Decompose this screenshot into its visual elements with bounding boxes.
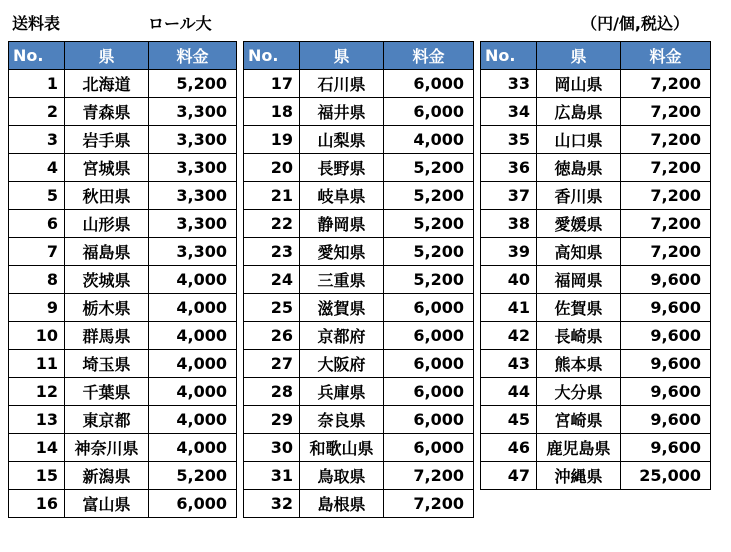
table-row — [9, 350, 237, 378]
cell-fee: 7,200 — [384, 462, 474, 490]
table-row — [481, 406, 711, 434]
shipping-table-1 — [8, 41, 237, 518]
table-row — [244, 378, 474, 406]
cell-no: 18 — [244, 98, 300, 126]
cell-prefecture: 長崎県 — [537, 322, 621, 350]
cell-prefecture: 茨城県 — [65, 266, 149, 294]
cell-no: 8 — [9, 266, 65, 294]
cell-prefecture: 宮崎県 — [537, 406, 621, 434]
table-row — [9, 462, 237, 490]
cell-prefecture: 熊本県 — [537, 350, 621, 378]
cell-fee: 7,200 — [621, 98, 711, 126]
cell-no: 12 — [9, 378, 65, 406]
cell-no: 19 — [244, 126, 300, 154]
table-row — [481, 98, 711, 126]
cell-fee: 7,200 — [621, 210, 711, 238]
cell-fee: 9,600 — [621, 378, 711, 406]
page-title: 送料表 — [12, 14, 61, 33]
table-row — [244, 490, 474, 518]
cell-fee: 4,000 — [149, 434, 237, 462]
cell-prefecture: 鹿児島県 — [537, 434, 621, 462]
cell-fee: 5,200 — [149, 70, 237, 98]
cell-no: 43 — [481, 350, 537, 378]
cell-no: 15 — [9, 462, 65, 490]
cell-fee: 7,200 — [621, 126, 711, 154]
cell-no: 22 — [244, 210, 300, 238]
cell-prefecture: 青森県 — [65, 98, 149, 126]
table-row — [481, 462, 711, 490]
cell-no: 38 — [481, 210, 537, 238]
cell-no: 21 — [244, 182, 300, 210]
cell-prefecture: 栃木県 — [65, 294, 149, 322]
cell-prefecture: 新潟県 — [65, 462, 149, 490]
cell-fee: 5,200 — [384, 210, 474, 238]
table-row — [9, 182, 237, 210]
shipping-table-3 — [480, 41, 711, 490]
cell-prefecture: 島根県 — [300, 490, 384, 518]
cell-no: 44 — [481, 378, 537, 406]
table-row — [9, 294, 237, 322]
table-row — [9, 378, 237, 406]
cell-fee: 3,300 — [149, 154, 237, 182]
table-row — [481, 266, 711, 294]
table-row — [244, 182, 474, 210]
header-no: No. — [481, 42, 537, 70]
table-row — [244, 70, 474, 98]
cell-fee: 9,600 — [621, 350, 711, 378]
table-row — [244, 294, 474, 322]
cell-prefecture: 山形県 — [65, 210, 149, 238]
table-row — [9, 126, 237, 154]
cell-no: 3 — [9, 126, 65, 154]
cell-prefecture: 広島県 — [537, 98, 621, 126]
unit-note: （円/個,税込） — [581, 14, 689, 33]
cell-prefecture: 大分県 — [537, 378, 621, 406]
cell-prefecture: 石川県 — [300, 70, 384, 98]
cell-no: 11 — [9, 350, 65, 378]
table-row — [9, 210, 237, 238]
cell-fee: 9,600 — [621, 406, 711, 434]
cell-no: 30 — [244, 434, 300, 462]
cell-no: 41 — [481, 294, 537, 322]
cell-fee: 6,000 — [384, 70, 474, 98]
table-row — [9, 154, 237, 182]
cell-no: 16 — [9, 490, 65, 518]
cell-prefecture: 福井県 — [300, 98, 384, 126]
cell-fee: 3,300 — [149, 126, 237, 154]
table-row — [481, 238, 711, 266]
cell-prefecture: 千葉県 — [65, 378, 149, 406]
cell-prefecture: 沖縄県 — [537, 462, 621, 490]
table-row — [481, 182, 711, 210]
cell-no: 23 — [244, 238, 300, 266]
cell-fee: 4,000 — [149, 350, 237, 378]
table-row — [244, 126, 474, 154]
table-row — [244, 98, 474, 126]
cell-fee: 5,200 — [384, 182, 474, 210]
cell-prefecture: 神奈川県 — [65, 434, 149, 462]
cell-fee: 4,000 — [149, 294, 237, 322]
cell-no: 37 — [481, 182, 537, 210]
header-fee: 料金 — [621, 42, 711, 70]
table-row — [244, 322, 474, 350]
table-row — [244, 406, 474, 434]
cell-prefecture: 愛媛県 — [537, 210, 621, 238]
cell-no: 31 — [244, 462, 300, 490]
cell-fee: 6,000 — [384, 378, 474, 406]
cell-no: 34 — [481, 98, 537, 126]
cell-fee: 6,000 — [384, 294, 474, 322]
cell-fee: 7,200 — [621, 238, 711, 266]
cell-no: 28 — [244, 378, 300, 406]
cell-fee: 5,200 — [384, 154, 474, 182]
header-prefecture: 県 — [65, 42, 149, 70]
cell-fee: 6,000 — [384, 98, 474, 126]
table-row — [244, 434, 474, 462]
table-row — [9, 406, 237, 434]
table-header-row — [244, 42, 474, 70]
cell-prefecture: 秋田県 — [65, 182, 149, 210]
table-row — [481, 154, 711, 182]
cell-no: 17 — [244, 70, 300, 98]
table-row — [9, 266, 237, 294]
cell-prefecture: 福島県 — [65, 238, 149, 266]
table-row — [244, 238, 474, 266]
header-prefecture: 県 — [300, 42, 384, 70]
cell-fee: 7,200 — [621, 182, 711, 210]
cell-fee: 7,200 — [384, 490, 474, 518]
table-row — [481, 434, 711, 462]
cell-no: 9 — [9, 294, 65, 322]
cell-no: 24 — [244, 266, 300, 294]
cell-no: 2 — [9, 98, 65, 126]
table-row — [481, 126, 711, 154]
table-row — [481, 210, 711, 238]
table-header-row — [9, 42, 237, 70]
cell-prefecture: 奈良県 — [300, 406, 384, 434]
cell-no: 27 — [244, 350, 300, 378]
cell-fee: 6,000 — [384, 350, 474, 378]
cell-prefecture: 三重県 — [300, 266, 384, 294]
cell-no: 36 — [481, 154, 537, 182]
header-no: No. — [9, 42, 65, 70]
cell-no: 6 — [9, 210, 65, 238]
table-row — [244, 154, 474, 182]
cell-fee: 25,000 — [621, 462, 711, 490]
table-row — [244, 266, 474, 294]
cell-fee: 9,600 — [621, 434, 711, 462]
cell-no: 13 — [9, 406, 65, 434]
cell-no: 7 — [9, 238, 65, 266]
cell-no: 46 — [481, 434, 537, 462]
cell-fee: 6,000 — [149, 490, 237, 518]
cell-fee: 4,000 — [149, 378, 237, 406]
cell-prefecture: 岐阜県 — [300, 182, 384, 210]
table-row — [244, 462, 474, 490]
cell-fee: 7,200 — [621, 70, 711, 98]
table-row — [481, 378, 711, 406]
table-row — [9, 490, 237, 518]
table-row — [481, 350, 711, 378]
cell-fee: 4,000 — [149, 322, 237, 350]
header-fee: 料金 — [384, 42, 474, 70]
cell-prefecture: 静岡県 — [300, 210, 384, 238]
cell-no: 39 — [481, 238, 537, 266]
cell-prefecture: 富山県 — [65, 490, 149, 518]
cell-prefecture: 宮城県 — [65, 154, 149, 182]
table-row — [481, 70, 711, 98]
cell-prefecture: 高知県 — [537, 238, 621, 266]
cell-prefecture: 滋賀県 — [300, 294, 384, 322]
cell-prefecture: 京都府 — [300, 322, 384, 350]
cell-fee: 4,000 — [384, 126, 474, 154]
cell-fee: 6,000 — [384, 434, 474, 462]
cell-no: 1 — [9, 70, 65, 98]
cell-no: 29 — [244, 406, 300, 434]
cell-prefecture: 山梨県 — [300, 126, 384, 154]
cell-no: 35 — [481, 126, 537, 154]
cell-no: 10 — [9, 322, 65, 350]
table-row — [481, 322, 711, 350]
cell-prefecture: 岡山県 — [537, 70, 621, 98]
cell-no: 14 — [9, 434, 65, 462]
cell-no: 40 — [481, 266, 537, 294]
cell-prefecture: 岩手県 — [65, 126, 149, 154]
cell-fee: 5,200 — [384, 266, 474, 294]
cell-no: 4 — [9, 154, 65, 182]
cell-fee: 5,200 — [384, 238, 474, 266]
header-no: No. — [244, 42, 300, 70]
page-subtitle: ロール大 — [148, 14, 212, 33]
table-row — [9, 238, 237, 266]
cell-prefecture: 群馬県 — [65, 322, 149, 350]
cell-fee: 7,200 — [621, 154, 711, 182]
cell-fee: 9,600 — [621, 294, 711, 322]
cell-no: 32 — [244, 490, 300, 518]
cell-no: 33 — [481, 70, 537, 98]
table-row — [9, 322, 237, 350]
cell-no: 45 — [481, 406, 537, 434]
cell-prefecture: 香川県 — [537, 182, 621, 210]
cell-fee: 9,600 — [621, 266, 711, 294]
cell-prefecture: 長野県 — [300, 154, 384, 182]
cell-fee: 3,300 — [149, 210, 237, 238]
cell-fee: 6,000 — [384, 406, 474, 434]
cell-prefecture: 鳥取県 — [300, 462, 384, 490]
cell-prefecture: 北海道 — [65, 70, 149, 98]
header-fee: 料金 — [149, 42, 237, 70]
cell-prefecture: 大阪府 — [300, 350, 384, 378]
cell-prefecture: 愛知県 — [300, 238, 384, 266]
cell-prefecture: 徳島県 — [537, 154, 621, 182]
cell-no: 20 — [244, 154, 300, 182]
cell-fee: 3,300 — [149, 182, 237, 210]
cell-fee: 4,000 — [149, 406, 237, 434]
cell-prefecture: 福岡県 — [537, 266, 621, 294]
cell-prefecture: 山口県 — [537, 126, 621, 154]
cell-no: 42 — [481, 322, 537, 350]
cell-fee: 3,300 — [149, 238, 237, 266]
cell-prefecture: 埼玉県 — [65, 350, 149, 378]
cell-prefecture: 兵庫県 — [300, 378, 384, 406]
cell-fee: 9,600 — [621, 322, 711, 350]
shipping-table-2 — [243, 41, 474, 518]
table-row — [244, 210, 474, 238]
table-row — [244, 350, 474, 378]
cell-no: 26 — [244, 322, 300, 350]
table-row — [9, 98, 237, 126]
cell-fee: 6,000 — [384, 322, 474, 350]
table-header-row — [481, 42, 711, 70]
cell-no: 25 — [244, 294, 300, 322]
cell-prefecture: 佐賀県 — [537, 294, 621, 322]
table-row — [481, 294, 711, 322]
cell-no: 5 — [9, 182, 65, 210]
table-row — [9, 434, 237, 462]
cell-fee: 3,300 — [149, 98, 237, 126]
cell-prefecture: 和歌山県 — [300, 434, 384, 462]
cell-fee: 5,200 — [149, 462, 237, 490]
cell-fee: 4,000 — [149, 266, 237, 294]
cell-no: 47 — [481, 462, 537, 490]
cell-prefecture: 東京都 — [65, 406, 149, 434]
table-row — [9, 70, 237, 98]
header-prefecture: 県 — [537, 42, 621, 70]
